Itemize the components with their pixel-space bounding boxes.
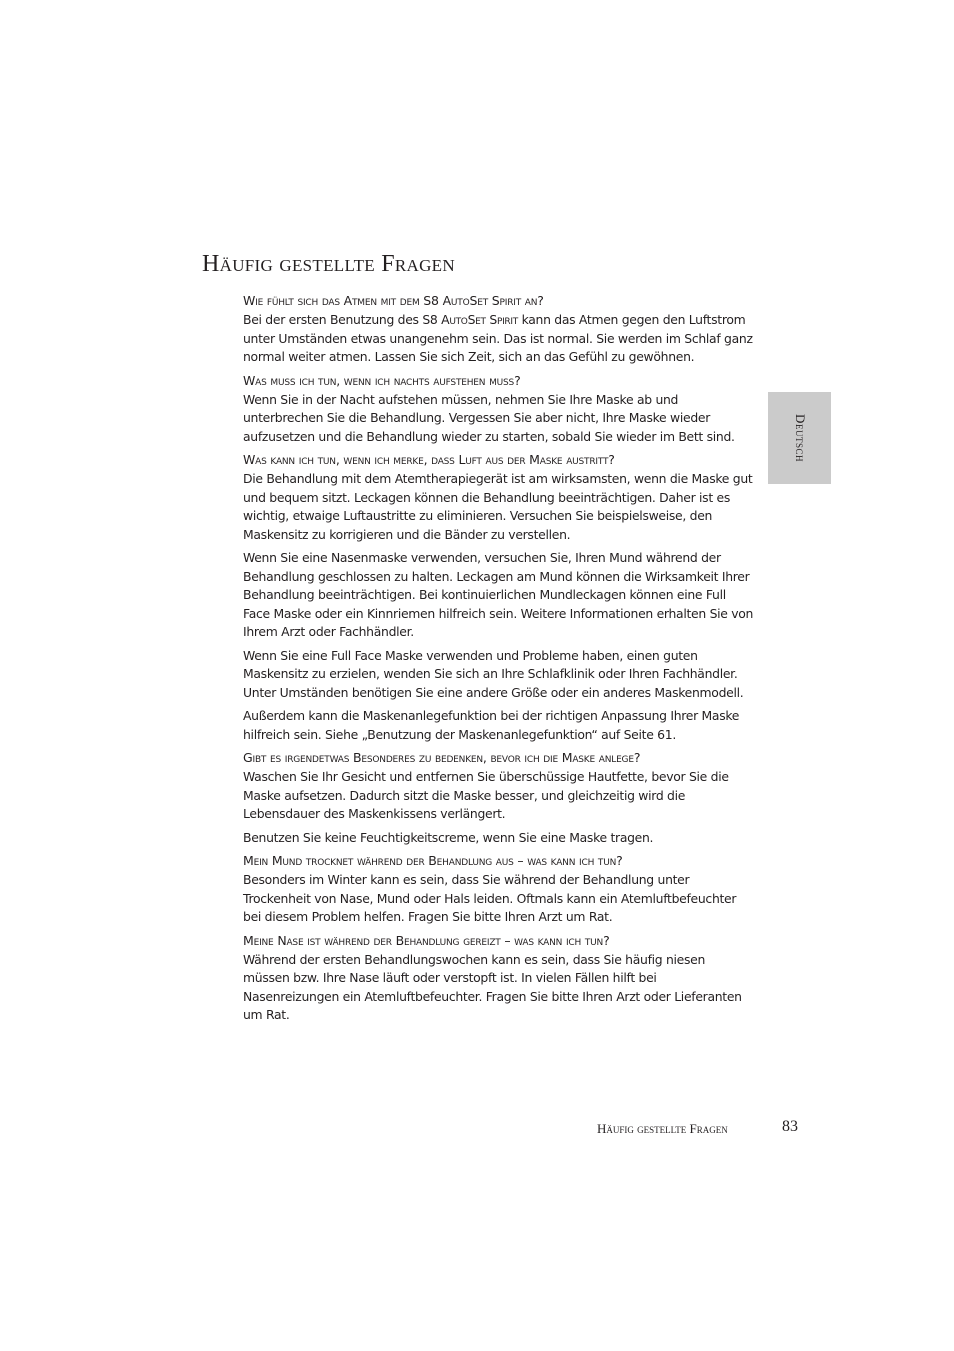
faq-answer: Die Behandlung mit dem Atemtherapiegerät ist am wirksamsten, wenn die Maske gut und bequem sitzt. Leckagen können die Behandlung beeinträchtigen. Daher ist es wichtig, etwaige Luftaustritte zu eliminieren. Versuchen Sie beispielsweise, den Maskensitz zu korrigieren und die Bänder zu verstellen. xyxy=(243,471,753,542)
running-footer-title: Häufig gestellte Fragen xyxy=(597,1121,728,1136)
faq-question: Was muss ich tun, wenn ich nachts aufstehen muss? xyxy=(243,372,521,388)
faq-answer xyxy=(243,311,755,367)
faq-item xyxy=(243,749,755,847)
page-title: Häufig gestellte Fragen xyxy=(202,251,455,277)
answer-text: kann das Atmen gegen den Luftstrom unter Umständen etwas unangenehm sein. Das ist normal. Sie werden im Schlaf ganz normal weiter atmen. Lassen Sie sich Zeit, sich an das Gefühl zu gewöhnen. xyxy=(243,312,753,364)
language-tab xyxy=(768,392,831,484)
faq-answer: Wenn Sie in der Nacht aufstehen müssen, nehmen Sie Ihre Maske ab und unterbrechen Sie die Behandlung. Vergessen Sie aber nicht, Ihre Maske wieder aufzusetzen und die Behandlung wieder zu starten, sobald Sie wieder im Bett sind. xyxy=(243,391,735,444)
faq-answer: Benutzen Sie keine Feuchtigkeitscreme, wenn Sie eine Maske tragen. xyxy=(243,829,654,845)
faq-item xyxy=(243,292,755,367)
faq-item xyxy=(243,852,755,927)
faq-item xyxy=(243,451,755,744)
product-name: S8 AutoSet Spirit xyxy=(422,312,518,327)
faq-answer: Während der ersten Behandlungswochen kann es sein, dass Sie häufig niesen müssen bzw. Ihre Nase läuft oder verstopft ist. In vielen Fällen hilft bei Nasenreizungen ein Atemluftbefeuchter. Fragen Sie bitte Ihren Arzt oder Lieferanten um Rat. xyxy=(243,951,742,1022)
faq-item xyxy=(243,372,755,447)
faq-question: Gibt es irgendetwas Besonderes zu bedenken, bevor ich die Maske anlege? xyxy=(243,750,641,765)
faq-question: Meine Nase ist während der Behandlung gereizt – was kann ich tun? xyxy=(243,932,610,948)
page-number: 83 xyxy=(782,1118,798,1135)
faq-item xyxy=(243,932,755,1025)
faq-question: Was kann ich tun, wenn ich merke, dass Luft aus der Maske austritt? xyxy=(243,452,615,467)
faq-content xyxy=(243,292,755,1030)
answer-text: Bei der ersten Benutzung des xyxy=(243,312,423,327)
faq-answer: Außerdem kann die Maskenanlegefunktion bei der richtigen Anpassung Ihrer Maske hilfreich sein. Siehe „Benutzung der Maskenanlegefunktion“ auf Seite 61. xyxy=(243,708,740,742)
faq-answer: Waschen Sie Ihr Gesicht und entfernen Sie überschüssige Hautfette, bevor Sie die Maske aufsetzen. Dadurch sitzt die Maske besser, und gleichzeitig wird die Lebensdauer des Maskenkissens verlängert. xyxy=(243,769,729,821)
faq-answer: Besonders im Winter kann es sein, dass Sie während der Behandlung unter Trockenheit von Nase, Mund oder Hals leiden. Oftmals kann ein Atemluftbefeuchter bei diesem Problem helfen. Fragen Sie bitte Ihren Arzt um Rat. xyxy=(243,872,737,924)
faq-answer: Wenn Sie eine Nasenmaske verwenden, versuchen Sie, Ihren Mund während der Behandlung geschlossen zu halten. Leckagen am Mund können die Wirksamkeit Ihrer Behandlung beeinträchtigen. Bei kontinuierlichen Mundleckagen können eine Full Face Maske oder ein Kinnriemen hilfreich sein. Weitere Informationen erhalten Sie von Ihrem Arzt oder Fachhändler. xyxy=(243,550,754,639)
faq-question: Mein Mund trocknet während der Behandlung aus – was kann ich tun? xyxy=(243,853,623,868)
faq-question: Wie fühlt sich das Atmen mit dem S8 AutoSet Spirit an? xyxy=(243,293,544,308)
faq-answer: Wenn Sie eine Full Face Maske verwenden und Probleme haben, einen guten Maskensitz zu erzielen, wenden Sie sich an Ihre Schlafklinik oder Ihren Fachhändler. Unter Umständen benötigen Sie eine andere Größe oder ein anderes Maskenmodell. xyxy=(243,647,744,700)
language-tab-label: Deutsch xyxy=(792,414,808,462)
